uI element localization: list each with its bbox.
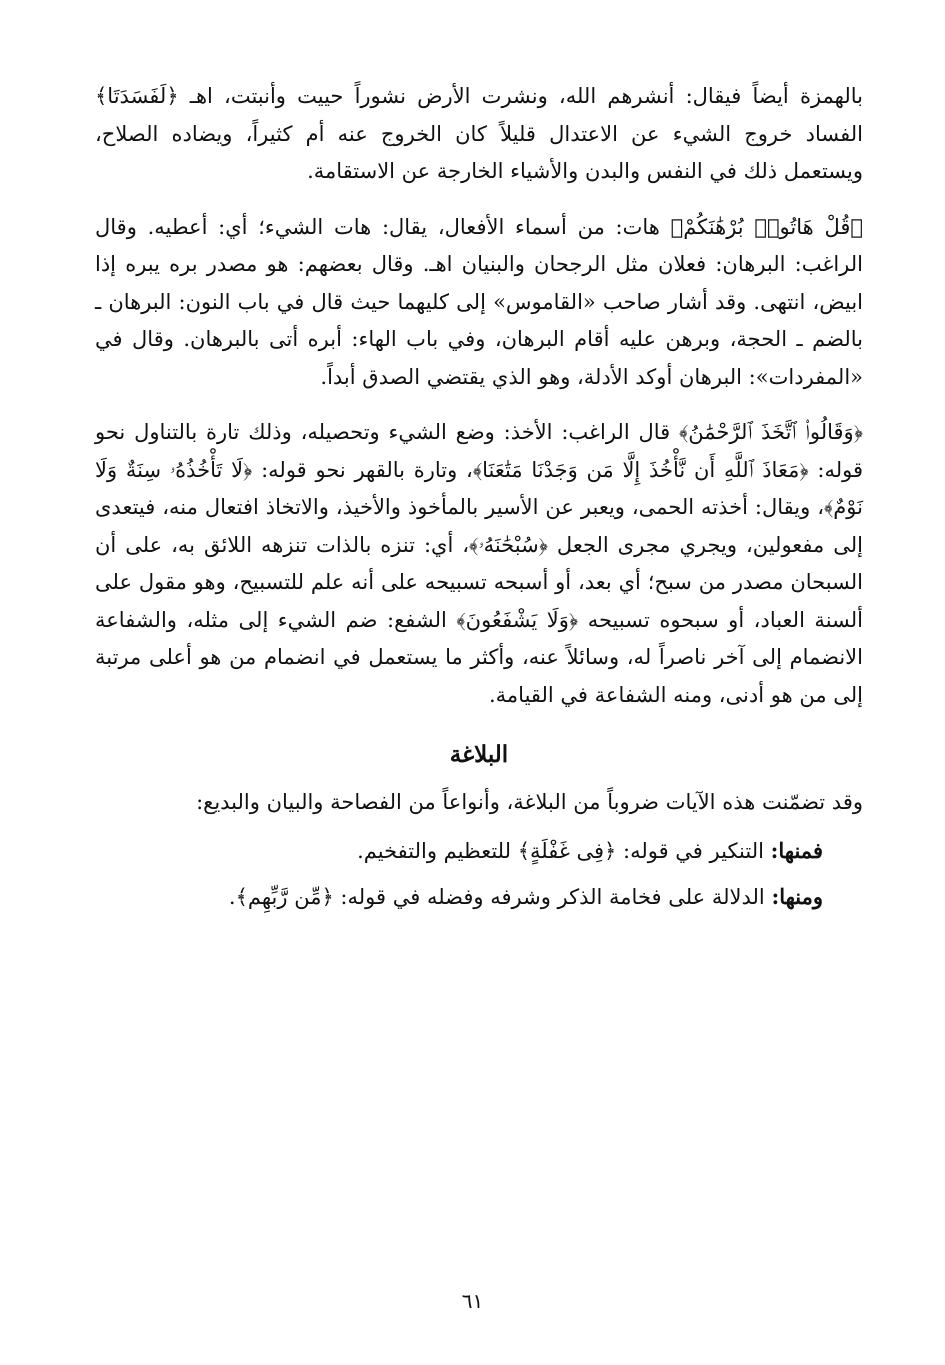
balagha-item-dalala	[95, 878, 863, 917]
section-heading-balagha: البلاغة	[449, 741, 509, 768]
item-lead: فمنها:	[770, 837, 823, 863]
item-lead: ومنها:	[771, 884, 823, 909]
paragraph-fasad: بالهمزة أيضاً فيقال: أنشرهم الله، ونشرت الأرض نشوراً حييت وأنبتت، اهـ ﴿لَفَسَدَتَا﴾ الفساد خروج الشيء عن الاعتدال قليلاً كان الخروج عنه أم كثيراً، ويضاده الصلاح، ويستعمل ذلك في النفس والبدن والأشياء الخارجة عن الاستقامة.	[95, 84, 863, 183]
paragraph-ittakhadha: ﴿وَقَالُوا۟ ٱتَّخَذَ ٱلرَّحْمَٰنُ﴾ قال الراغب: الأخذ: وضع الشيء وتحصيله، وذلك تارة بالتناول نحو قوله: ﴿مَعَاذَ ٱللَّهِ أَن نَّأْخُذَ إِلَّا مَن وَجَدْنَا مَتَٰعَنَا﴾، وتارة بالقهر نحو قوله: ﴿لَا تَأْخُذُهُۥ سِنَةٌ وَلَا نَوْمٌ﴾، ويقال: أخذته الحمى، ويعبر عن الأسير بالمأخوذ والأخيذ، والاتخاذ افتعال منه، فيتعدى إلى مفعولين، ويجري مجرى الجعل ﴿سُبْحَٰنَهُۥ﴾، أي: تنزه بالذات تنزهه اللائق به، على أن السبحان مصدر من سبح؛ أي بعد، أو أسبحه تسبيحه على أنه علم للتسبيح، وهو مقول على ألسنة العباد، أو سبحوه تسبيحه ﴿وَلَا يَشْفَعُونَ﴾ الشفع: ضم الشيء إلى مثله، والشفاعة الانضمام إلى آخر ناصراً له، وسائلاً عنه، وأكثر ما يستعمل في انضمام من هو أعلى مرتبة إلى من هو أدنى، ومنه الشفاعة في القيامة.	[95, 420, 863, 707]
item-text: الدلالة على فخامة الذكر وشرفه وفضله في قوله: ﴿مِّن رَّبِّهِم﴾.	[228, 885, 772, 909]
balagha-intro: وقد تضمّنت هذه الآيات ضروباً من البلاغة، وأنواعاً من الفصاحة والبيان والبديع:	[196, 790, 863, 814]
paragraph-burhan: ﴿قُلْ هَاتُوا۟ بُرْهَٰنَكُمْ﴾ هات: من أسماء الأفعال، يقال: هات الشيء؛ أي: أعطيه. وقال الراغب: البرهان: فعلان مثل الرجحان والبنيان اهـ. وقال بعضهم: هو مصدر بره يبره إذا ابيض، انتهى. وقد أشار صاحب «القاموس» إلى كليهما حيث قال في باب النون: البرهان ـ بالضم ـ الحجة، وبرهن عليه أقام البرهان، وفي باب الهاء: أبره أتى بالبرهان. وقال في «المفردات»: البرهان أوكد الأدلة، وهو الذي يقتضي الصدق أبداً.	[95, 214, 863, 389]
item-text: التنكير في قوله: ﴿فِى غَفْلَةٍ﴾ للتعظيم والتفخيم.	[357, 838, 771, 863]
page-number: ٦١	[461, 1289, 484, 1313]
page-content	[95, 78, 863, 1325]
balagha-item-tankir	[95, 832, 863, 871]
